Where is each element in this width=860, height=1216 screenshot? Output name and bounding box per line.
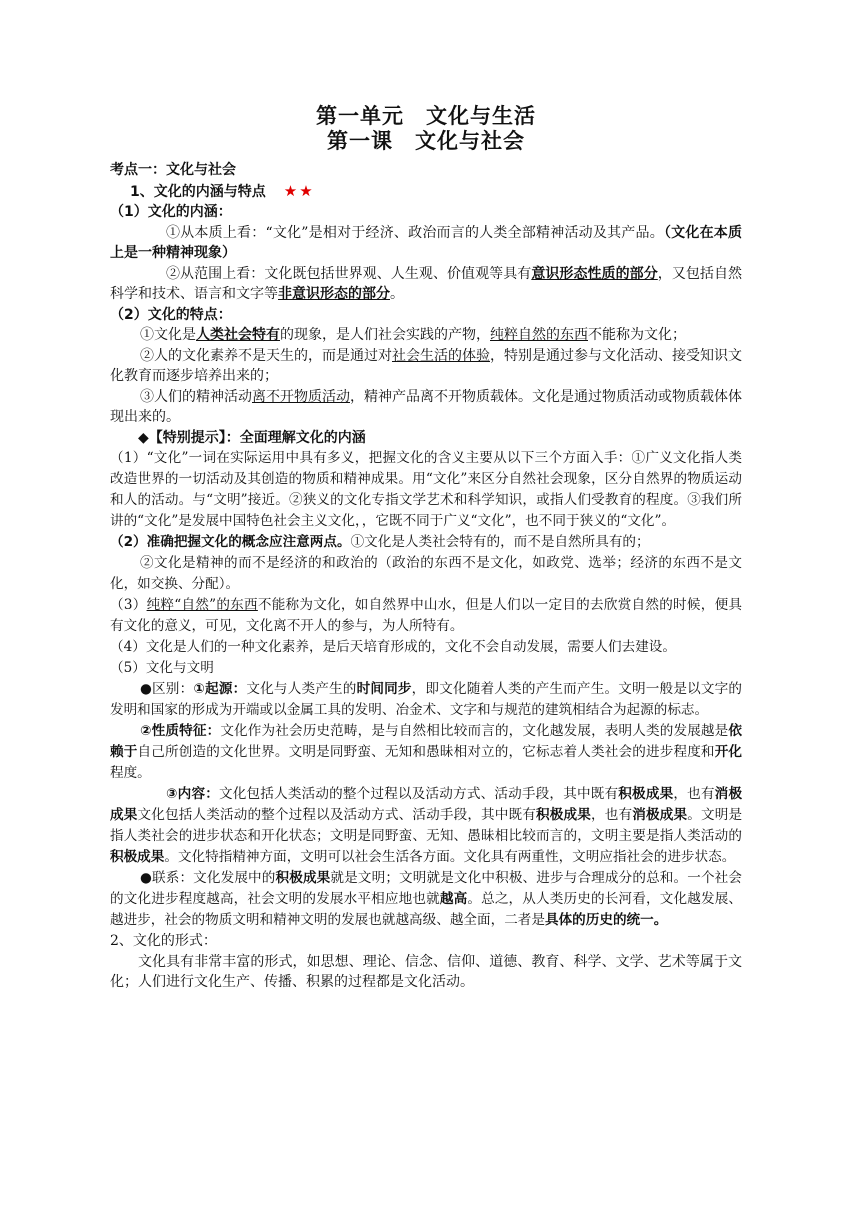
subsection-heading: 1、文化的内涵与特点 ★★: [130, 181, 315, 200]
paragraph: ②性质特征：文化作为社会历史范畴，是与自然相比较而言的，文化越发展，表明人类的发展越是依赖于自己所创造的文化世界。文明是同野蛮、无知和愚昧相对立的，它标志着人类社会的进步程度和开化程度。: [110, 723, 743, 781]
paragraph: ③内容：文化包括人类活动的整个过程以及活动方式、活动手段，其中既有积极成果，也有消极成果文化包括人类活动的整个过程以及活动方式、活动手段，其中既有积极成果，也有消极成果。文明是指人类社会的进步状态和开化状态；文明是同野蛮、无知、愚昧相比较而言的，文明主要是指人类活动的积极成果。文化特指精神方面，文明可以社会生活各方面。文化具有两重性，文明应指社会的进步状态。: [110, 786, 743, 865]
lesson-title: 第一课 文化与社会: [327, 129, 525, 153]
paragraph: ●联系：文化发展中的积极成果就是文明；文明就是文化中积极、进步与合理成分的总和。一个社会的文化进步程度越高，社会文明的发展水平相应地也就越高。总之，从人类历史的长河看，文化越发展、越进步，社会的物质文明和精神文明的发展也就越高级、越全面，二者是具体的历史的统一。: [110, 870, 743, 928]
paragraph: （1）“文化”一词在实际运用中具有多义，把握文化的含义主要从以下三个方面入手：①广义文化指人类改造世界的一切活动及其创造的物质和精神成果。用“文化”来区分自然社会现象，区分自然界的物质运动和人的活动。与“文明”接近。②狭义的文化专指文学艺术和科学知识，或指人们受教育的程度。③我们所讲的“文化”是发展中国特色社会主义文化，，它既不同于广义“文化”，也不同于狭义的“文化”。: [110, 450, 742, 529]
item-heading: （2）文化的特点：: [110, 306, 232, 323]
paragraph: ③人们的精神活动离不开物质活动，精神产品离不开物质载体。文化是通过物质活动或物质载体体现出来的。: [110, 388, 742, 425]
unit-title: 第一单元 文化与生活: [316, 104, 536, 128]
document-content: [110, 104, 742, 993]
paragraph: （3）纯粹“自然”的东西不能称为文化，如自然界中山水，但是人们以一定目的去欣赏自然的时候，便具有文化的意义，可见，文化离不开人的参与，为人所特有。: [110, 597, 742, 634]
paragraph: ●区别：①起源：文化与人类产生的时间同步，即文化随着人类的产生而产生。文明一般是以文字的发明和国家的形成为开端或以金属工具的发明、冶金术、文字和与规范的建筑相结合为起源的标志。: [110, 681, 743, 718]
paragraph: ②人的文化素养不是天生的，而是通过对社会生活的体验，特别是通过参与文化活动、接受知识文化教育而逐步培养出来的；: [110, 347, 742, 384]
paragraph: （5）文化与文明: [110, 660, 214, 676]
tip-heading: ◆【特别提示】：全面理解文化的内涵: [138, 429, 366, 446]
paragraph: （4）文化是人们的一种文化素养，是后天培育形成的，文化不会自动发展，需要人们去建设。: [110, 639, 676, 655]
star-rating: ★★: [283, 181, 315, 200]
paragraph: ①从本质上看：“文化”是相对于经济、政治而言的人类全部精神活动及其产品。（文化在本质上是一种精神现象）: [110, 224, 743, 261]
paragraph: ②从范围上看：文化既包括世界观、人生观、价值观等具有意识形态性质的部分，又包括自然科学和技术、语言和文字等非意识形态的部分。: [110, 265, 743, 302]
paragraph: 文化具有非常丰富的形式，如思想、理论、信念、信仰、道德、教育、科学、文学、艺术等属于文化；人们进行文化生产、传播、积累的过程都是文化活动。: [110, 953, 742, 990]
item-heading: （1）文化的内涵：: [110, 204, 232, 220]
section-heading: 2、文化的形式：: [110, 933, 217, 949]
section-heading: 考点一：文化与社会: [110, 162, 236, 178]
paragraph: （2）准确把握文化的概念应注意两点。①文化是人类社会特有的，而不是自然所具有的；: [110, 534, 650, 550]
paragraph: ②文化是精神的而不是经济的和政治的（政治的东西不是文化，如政党、选举；经济的东西不是文化，如交换、分配）。: [110, 555, 742, 592]
paragraph: ①文化是人类社会特有的现象，是人们社会实践的产物，纯粹自然的东西不能称为文化；: [140, 327, 686, 343]
